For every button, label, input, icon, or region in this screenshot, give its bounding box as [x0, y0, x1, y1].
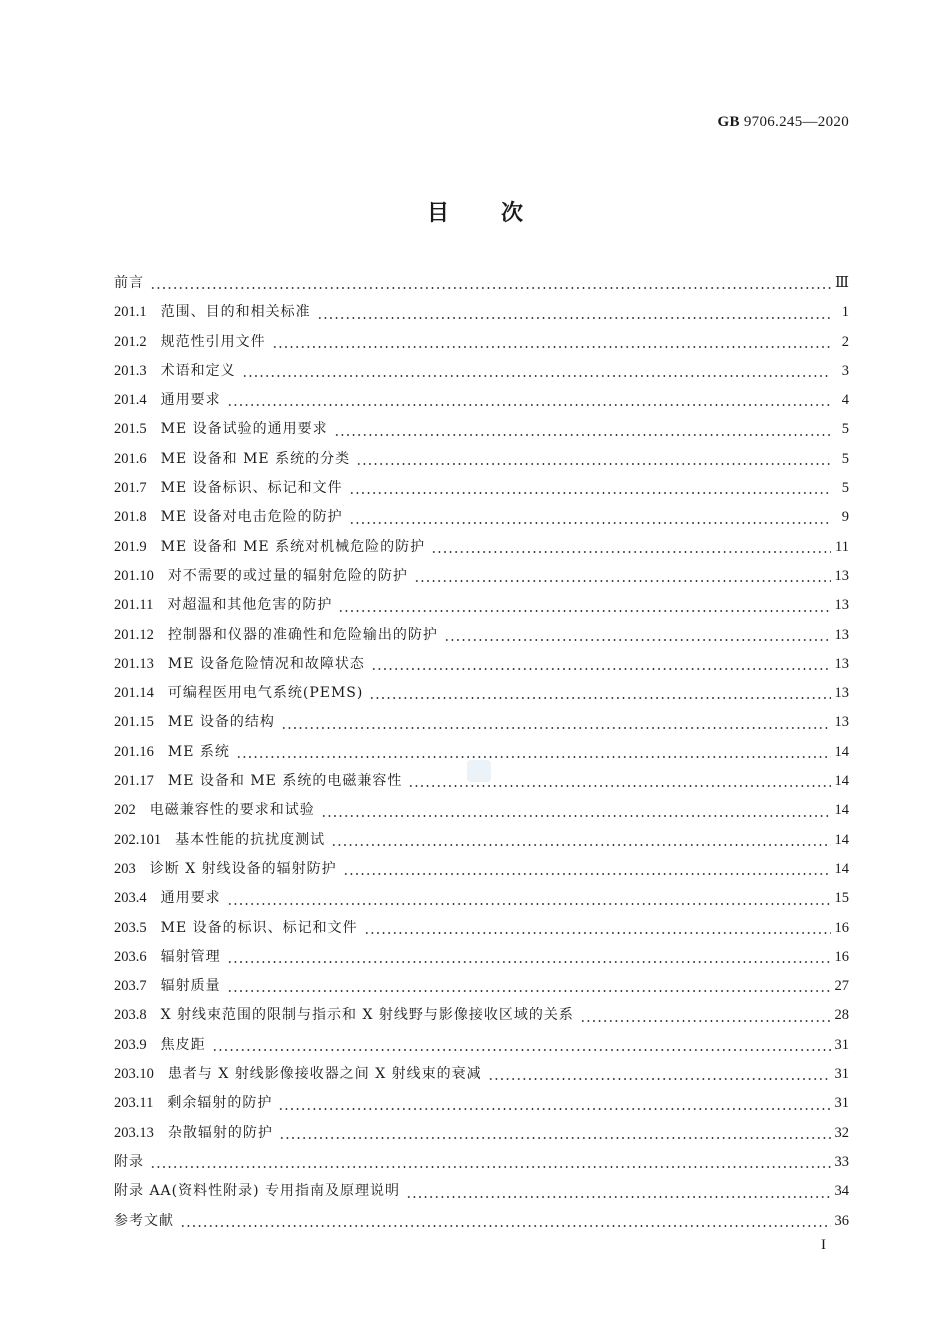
- toc-entry-page: 13: [834, 655, 849, 672]
- toc-entry-number: 203.6: [114, 948, 147, 965]
- dot-leader: [349, 492, 831, 494]
- toc-entry-title: X 射线束范围的限制与指示和 X 射线野与影像接收区域的关系: [160, 1007, 574, 1024]
- toc-entry-number: 201.10: [114, 567, 154, 584]
- toc-entry[interactable]: [114, 269, 849, 298]
- dot-leader: [488, 1078, 831, 1080]
- toc-entry-number: 201.14: [114, 685, 154, 702]
- toc-entry[interactable]: [114, 445, 849, 474]
- toc-entry-title: 杂散辐射的防护: [167, 1124, 273, 1141]
- toc-entry-title: 焦皮距: [160, 1036, 206, 1053]
- dot-leader: [331, 844, 830, 846]
- toc-entry-number: 201.6: [114, 450, 147, 467]
- dot-leader: [334, 434, 831, 436]
- toc-entry-page: 14: [834, 743, 849, 760]
- toc-entry-title: ME 设备对电击危险的防护: [160, 509, 343, 526]
- dot-leader: [227, 961, 831, 963]
- toc-entry-page: 13: [834, 685, 849, 702]
- toc-entry[interactable]: [114, 826, 849, 855]
- toc-entry-page: 28: [834, 1007, 849, 1024]
- toc-entry[interactable]: [114, 855, 849, 884]
- dot-leader: [150, 1166, 831, 1168]
- toc-entry-title: 患者与 X 射线影像接收器之间 X 射线束的衰减: [167, 1066, 482, 1083]
- toc-entry-title: 通用要求: [160, 392, 221, 409]
- toc-entry-title: 术语和定义: [160, 362, 236, 379]
- toc-entry-number: 203.9: [114, 1036, 147, 1053]
- toc-entry-title: 辐射管理: [160, 948, 221, 965]
- toc-entry[interactable]: [114, 943, 849, 972]
- dot-leader: [371, 668, 831, 670]
- dot-leader: [236, 756, 831, 758]
- toc-entry-page: 13: [834, 567, 849, 584]
- toc-entry-number: 201.12: [114, 626, 154, 643]
- toc-entry-page: 4: [841, 392, 849, 409]
- toc-entry[interactable]: [114, 1089, 849, 1118]
- table-of-contents: [114, 269, 849, 1236]
- dot-leader: [444, 639, 831, 641]
- toc-entry-page: 16: [834, 919, 849, 936]
- toc-entry-title: 通用要求: [160, 890, 221, 907]
- toc-entry[interactable]: [114, 415, 849, 444]
- toc-entry[interactable]: [114, 679, 849, 708]
- toc-entry-number: 203: [114, 860, 136, 877]
- toc-entry-page: 33: [834, 1153, 849, 1170]
- toc-entry-page: 32: [834, 1124, 849, 1141]
- toc-entry[interactable]: [114, 972, 849, 1001]
- toc-entry-title: 电磁兼容性的要求和试验: [149, 802, 315, 819]
- toc-entry-number: 201.16: [114, 743, 154, 760]
- toc-entry-page: 31: [834, 1066, 849, 1083]
- dot-leader: [242, 375, 831, 377]
- dot-leader: [580, 1020, 831, 1022]
- dot-leader: [369, 697, 830, 699]
- toc-entry-title: ME 设备的标识、标记和文件: [160, 919, 358, 936]
- toc-entry[interactable]: [114, 386, 849, 415]
- toc-entry-page: 16: [834, 948, 849, 965]
- toc-entry[interactable]: [114, 1177, 849, 1206]
- toc-entry-number: 203.11: [114, 1095, 154, 1112]
- standard-code: [718, 114, 850, 131]
- toc-entry-title: ME 设备和 ME 系统对机械危险的防护: [160, 538, 426, 555]
- toc-entry-page: 3: [841, 362, 849, 379]
- dot-leader: [281, 727, 831, 729]
- toc-entry-title: 规范性引用文件: [160, 333, 266, 350]
- toc-entry-page: 5: [841, 450, 849, 467]
- toc-entry-title: ME 设备和 ME 系统的电磁兼容性: [167, 773, 403, 790]
- toc-entry-page: 5: [841, 480, 849, 497]
- toc-entry-title: 参考文献: [114, 1212, 174, 1229]
- toc-entry-page: 14: [834, 860, 849, 877]
- toc-entry-number: 201.5: [114, 421, 147, 438]
- dot-leader: [272, 346, 831, 348]
- standard-number: 9706.245—2020: [743, 114, 849, 130]
- toc-entry-page: Ⅲ: [835, 275, 849, 291]
- dot-leader: [321, 815, 831, 817]
- toc-entry[interactable]: [114, 1060, 849, 1089]
- toc-entry-title: ME 设备和 ME 系统的分类: [160, 450, 351, 467]
- toc-entry-page: 34: [834, 1183, 849, 1200]
- toc-entry[interactable]: [114, 1148, 849, 1177]
- toc-entry[interactable]: [114, 328, 849, 357]
- toc-entry-number: 203.7: [114, 978, 147, 995]
- toc-entry-number: 203.8: [114, 1007, 147, 1024]
- toc-entry-number: 203.13: [114, 1124, 154, 1141]
- dot-leader: [150, 287, 831, 289]
- toc-entry-number: 203.5: [114, 919, 147, 936]
- toc-entry[interactable]: [114, 1001, 849, 1030]
- watermark-logo: [467, 760, 491, 782]
- toc-entry[interactable]: [114, 708, 849, 737]
- toc-entry-page: 13: [834, 597, 849, 614]
- dot-leader: [227, 990, 831, 992]
- dot-leader: [414, 580, 831, 582]
- toc-entry-number: 203.10: [114, 1066, 154, 1083]
- toc-entry[interactable]: [114, 621, 849, 650]
- toc-entry-number: 201.4: [114, 392, 147, 409]
- dot-leader: [343, 873, 831, 875]
- dot-leader: [317, 317, 831, 319]
- toc-entry-page: 11: [835, 538, 849, 555]
- standard-prefix: GB: [717, 114, 740, 130]
- page-title: 目次: [426, 201, 575, 226]
- dot-leader: [356, 463, 831, 465]
- dot-leader: [180, 1225, 831, 1227]
- dot-leader: [364, 932, 831, 934]
- toc-entry-number: 201.17: [114, 773, 154, 790]
- dot-leader: [349, 522, 831, 524]
- toc-entry-number: 201.2: [114, 333, 147, 350]
- toc-entry-title: 控制器和仪器的准确性和危险输出的防护: [167, 626, 438, 643]
- toc-entry-title: ME 设备标识、标记和文件: [160, 480, 343, 497]
- toc-entry-number: 202.101: [114, 831, 162, 848]
- toc-entry-title: ME 设备的结构: [167, 714, 275, 731]
- toc-entry-page: 1: [841, 304, 849, 321]
- toc-entry[interactable]: [114, 298, 849, 327]
- dot-leader: [227, 903, 831, 905]
- dot-leader: [406, 1196, 830, 1198]
- toc-entry-page: 5: [841, 421, 849, 438]
- toc-entry-number: 201.7: [114, 480, 147, 497]
- toc-entry-title: 诊断 X 射线设备的辐射防护: [149, 860, 337, 877]
- toc-entry[interactable]: [114, 796, 849, 825]
- toc-entry-title: 基本性能的抗扰度测试: [175, 831, 326, 848]
- toc-entry-title: 范围、目的和相关标准: [160, 304, 311, 321]
- dot-leader: [338, 610, 830, 612]
- toc-entry-page: 31: [834, 1095, 849, 1112]
- toc-entry-page: 27: [834, 978, 849, 995]
- toc-entry[interactable]: [114, 914, 849, 943]
- dot-leader: [212, 1049, 831, 1051]
- page-number: I: [821, 1237, 826, 1253]
- toc-entry-page: 13: [834, 714, 849, 731]
- toc-entry-page: 36: [834, 1212, 849, 1229]
- toc-entry-page: 2: [841, 333, 849, 350]
- toc-entry-title: ME 系统: [167, 743, 230, 760]
- toc-entry-number: 201.1: [114, 304, 147, 321]
- toc-entry-page: 15: [834, 890, 849, 907]
- toc-entry-number: 201.13: [114, 655, 154, 672]
- toc-entry-title: ME 设备试验的通用要求: [160, 421, 328, 438]
- toc-entry[interactable]: [114, 1119, 849, 1148]
- toc-entry-title: 对不需要的或过量的辐射危险的防护: [167, 567, 408, 584]
- toc-entry[interactable]: [114, 884, 849, 913]
- dot-leader: [278, 1108, 830, 1110]
- toc-entry-number: 201.15: [114, 714, 154, 731]
- toc-entry-number: 201.3: [114, 362, 147, 379]
- dot-leader: [431, 551, 831, 553]
- toc-entry-title: 辐射质量: [160, 978, 221, 995]
- toc-entry-page: 14: [834, 831, 849, 848]
- toc-entry-number: 202: [114, 802, 136, 819]
- toc-entry-number: 201.8: [114, 509, 147, 526]
- toc-entry-number: 203.4: [114, 890, 147, 907]
- toc-entry-number: 201.11: [114, 597, 154, 614]
- dot-leader: [279, 1137, 831, 1139]
- dot-leader: [408, 785, 830, 787]
- toc-entry-title: 前言: [114, 275, 144, 291]
- toc-entry[interactable]: [114, 1031, 849, 1060]
- toc-entry-title: ME 设备危险情况和故障状态: [167, 655, 365, 672]
- toc-entry-page: 14: [834, 802, 849, 819]
- toc-entry-title: 剩余辐射的防护: [167, 1095, 273, 1112]
- toc-entry-title: 附录: [114, 1153, 144, 1170]
- dot-leader: [227, 404, 831, 406]
- toc-entry-number: 201.9: [114, 538, 147, 555]
- toc-entry[interactable]: [114, 503, 849, 532]
- toc-entry[interactable]: [114, 357, 849, 386]
- toc-entry[interactable]: [114, 533, 849, 562]
- toc-entry-page: 31: [834, 1036, 849, 1053]
- toc-entry[interactable]: [114, 474, 849, 503]
- toc-entry-page: 14: [834, 773, 849, 790]
- toc-entry-page: 13: [834, 626, 849, 643]
- toc-entry[interactable]: [114, 650, 849, 679]
- toc-entry-title: 附录 AA(资料性附录) 专用指南及原理说明: [114, 1183, 401, 1200]
- toc-entry[interactable]: [114, 591, 849, 620]
- toc-entry-title: 对超温和其他危害的防护: [167, 597, 333, 614]
- toc-entry[interactable]: [114, 562, 849, 591]
- toc-entry[interactable]: [114, 1207, 849, 1236]
- toc-entry-page: 9: [841, 509, 849, 526]
- toc-entry-title: 可编程医用电气系统(PEMS): [167, 685, 364, 702]
